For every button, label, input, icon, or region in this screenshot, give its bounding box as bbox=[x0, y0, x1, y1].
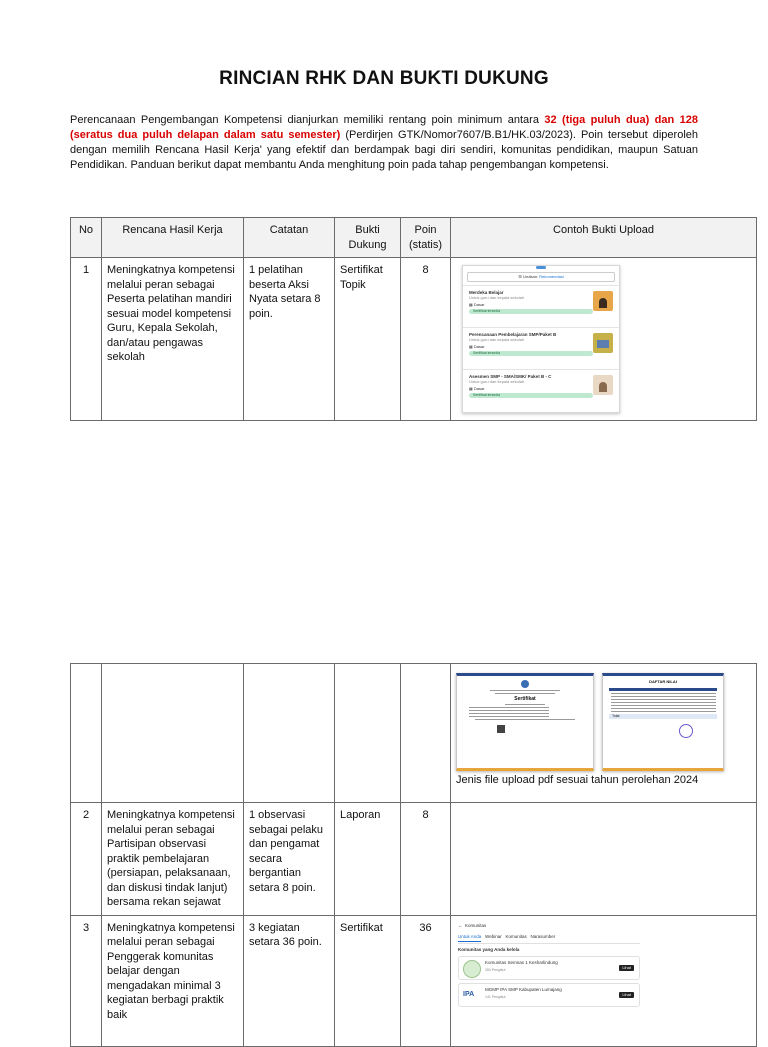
cont-bukti bbox=[335, 664, 401, 803]
course-thumbnail-image bbox=[593, 291, 613, 311]
course-list-screenshot bbox=[462, 265, 620, 413]
view-community-button: Lihat bbox=[619, 992, 634, 998]
header-catatan: Catatan bbox=[244, 218, 335, 258]
intro-paragraph bbox=[70, 113, 698, 173]
row1-rhk: Meningkatnya kompetensi melalui peran sebagai Peserta pelatihan mandiri sesuai model kompetensi Guru, Kepala Sekolah, dan/atau pengawas sekolah bbox=[102, 258, 244, 421]
row2-catatan: 1 observasi sebagai pelaku dan pengamat secara bergantian setara 8 poin. bbox=[244, 803, 335, 916]
table-header-bar bbox=[609, 688, 717, 691]
cont-rhk bbox=[102, 664, 244, 803]
row3-no: 3 bbox=[71, 915, 102, 1046]
rhk-table-2 bbox=[70, 663, 757, 1047]
course-thumbnail-image bbox=[593, 333, 613, 353]
level-icon: ▦ bbox=[469, 344, 473, 349]
community-tabs bbox=[458, 934, 640, 944]
table-row bbox=[71, 803, 757, 916]
course-card: Asesmen SMP - SMA/SMK/ Paket B - C Untuk guru dan kepala sekolah ▦ Dasar Sertifikat tersedia bbox=[463, 369, 619, 411]
table-row-continuation bbox=[71, 664, 757, 803]
qr-code-icon bbox=[497, 725, 505, 733]
stamp-icon bbox=[679, 724, 693, 738]
row2-bukti: Laporan bbox=[335, 803, 401, 916]
header-contoh: Contoh Bukti Upload bbox=[451, 218, 757, 258]
header-rhk: Rencana Hasil Kerja bbox=[102, 218, 244, 258]
sort-icon: ☰ bbox=[518, 274, 522, 279]
tab-webinar: Webinar bbox=[485, 933, 502, 939]
table-header-row bbox=[71, 218, 757, 258]
row3-catatan: 3 kegiatan setara 36 poin. bbox=[244, 915, 335, 1046]
row1-bukti: Sertifikat Topik bbox=[335, 258, 401, 421]
tab-narasumber: Narasumber bbox=[530, 933, 556, 939]
upload-note: Jenis file upload pdf sesuai tahun perolehan 2024 bbox=[456, 774, 699, 786]
community-item: Komunitas Semnas 1 Kesharlindung 284 Pengikut Lihat bbox=[458, 956, 640, 980]
intro-text-b: (Perdirjen GTK/Nomor7607/B.B1/HK.03/2023). Poin tersebut diperoleh dengan memilih Rencana Hasil Kerja' yang efektif dan berdampak bagi diri sendiri, komunitas pendidikan, maupun Satuan Pendidikan. Panduan berikut dapat membantu Anda menghitung poin pada tahap pengembangan kompetensi. bbox=[70, 129, 698, 171]
table-row bbox=[71, 258, 757, 421]
row2-rhk: Meningkatnya kompetensi melalui peran sebagai Partisipan observasi praktik pembelajaran (persiapan, pelaksanaan, dan diskusi tindak lanjut) bersama rekan sejawat bbox=[102, 803, 244, 916]
header-no: No bbox=[71, 218, 102, 258]
row1-example bbox=[451, 258, 757, 421]
tab-untuk-anda: Untuk Anda bbox=[458, 934, 481, 942]
cont-no bbox=[71, 664, 102, 803]
community-header: ← Komunitas bbox=[458, 922, 487, 928]
row1-no: 1 bbox=[71, 258, 102, 421]
row3-example bbox=[451, 915, 757, 1046]
score-sheet-image: DAFTAR NILAI Total bbox=[602, 673, 724, 771]
community-logo-image bbox=[463, 960, 481, 978]
level-icon: ▦ bbox=[469, 386, 473, 391]
intro-highlight: 32 (tiga puluh dua) dan 128 (seratus dua puluh delapan dalam satu semester) bbox=[70, 114, 698, 141]
header-bukti: Bukti Dukung bbox=[335, 218, 401, 258]
page-title: RINCIAN RHK DAN BUKTI DUKUNG bbox=[219, 68, 549, 89]
row2-no: 2 bbox=[71, 803, 102, 916]
row3-bukti: Sertifikat bbox=[335, 915, 401, 1046]
course-card: Merdeka Belajar Untuk guru dan kepala sekolah ▦ Dasar Sertifikat tersedia bbox=[463, 285, 619, 327]
header-poin: Poin (statis) bbox=[401, 218, 451, 258]
community-item: IPA MGMP IPA SMP Kabupaten Lumajang 141 Pengikut Lihat bbox=[458, 983, 640, 1007]
rhk-table-1 bbox=[70, 217, 757, 421]
view-community-button: Lihat bbox=[619, 965, 634, 971]
row1-poin: 8 bbox=[401, 258, 451, 421]
course-thumbnail-image bbox=[593, 375, 613, 395]
course-card: Perencanaan Pembelajaran SMP/Paket B Untuk guru dan kepala sekolah ▦ Dasar Sertifikat tersedia bbox=[463, 327, 619, 369]
cont-example bbox=[451, 664, 757, 803]
row2-poin: 8 bbox=[401, 803, 451, 916]
emblem-icon bbox=[521, 680, 529, 688]
table-row bbox=[71, 915, 757, 1046]
intro-text-a: Perencanaan Pengembangan Kompetensi dianjurkan memiliki rentang poin minimum antara bbox=[70, 114, 545, 126]
row3-rhk: Meningkatnya kompetensi melalui peran sebagai Penggerak komunitas belajar dengan mengadakan minimal 3 kegiatan berbagi praktik baik bbox=[102, 915, 244, 1046]
sort-dropdown: ☰ Urutkan: Rekomendasi bbox=[467, 272, 615, 282]
row1-catatan: 1 pelatihan beserta Aksi Nyata setara 8 poin. bbox=[244, 258, 335, 421]
back-arrow-icon: ← bbox=[458, 922, 463, 928]
community-screenshot: ← Komunitas Untuk Anda Webinar Komunitas Narasumber Komunitas yang Anda kelola Komunitas Semnas 1 Kesharlindung 284 Pengikut Lihat IPA MGMP IPA SMP Kabupaten Lumajang 141 Pengikut Lihat bbox=[456, 921, 642, 1031]
community-logo-image: IPA bbox=[463, 990, 475, 998]
row2-example bbox=[451, 803, 757, 916]
level-icon: ▦ bbox=[469, 302, 473, 307]
tab-komunitas: Komunitas bbox=[505, 933, 527, 939]
cont-catatan bbox=[244, 664, 335, 803]
cont-poin bbox=[401, 664, 451, 803]
row3-poin: 36 bbox=[401, 915, 451, 1046]
certificate-image: Sertifikat bbox=[456, 673, 594, 771]
